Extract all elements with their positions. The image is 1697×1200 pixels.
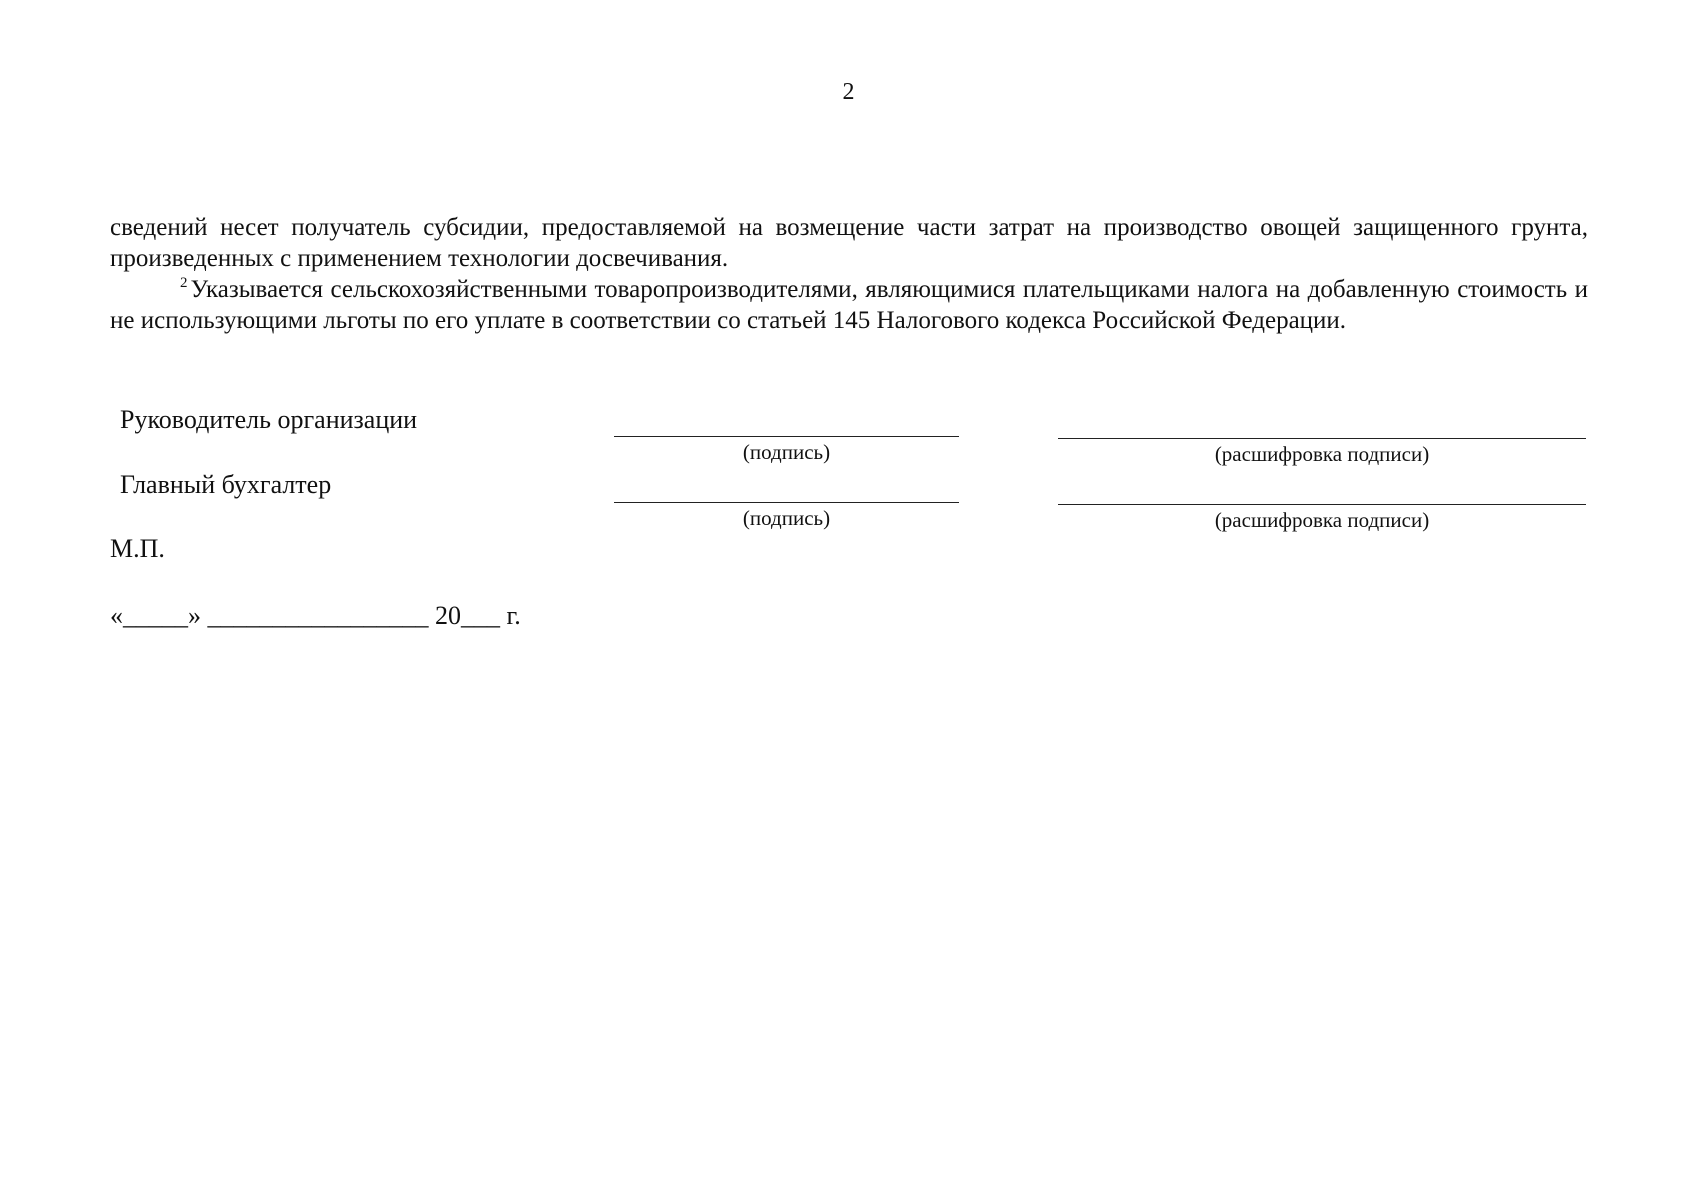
head-signature-caption: (подпись) — [742, 440, 831, 464]
footnote-2 — [110, 274, 1588, 336]
footnote-continuation: сведений несет получатель субсидии, предоставляемой на возмещение части затрат на производство овощей защищенного грунта, произведенных с применением технологии досвечивания. — [110, 214, 1588, 272]
head-label: Руководитель организации — [120, 405, 418, 434]
accountant-signature-line[interactable] — [614, 502, 959, 503]
head-name-caption: (расшифровка подписи) — [1214, 442, 1430, 466]
page-number: 2 — [842, 79, 855, 105]
footnotes — [110, 212, 1588, 336]
head-name-line[interactable] — [1058, 438, 1586, 439]
footnote-2-marker: 2 — [180, 275, 188, 291]
accountant-name-line[interactable] — [1058, 504, 1586, 505]
accountant-name-caption: (расшифровка подписи) — [1214, 508, 1430, 532]
date-line[interactable]: «_____» _________________ 20___ г. — [110, 601, 521, 630]
stamp-place: М.П. — [110, 534, 165, 563]
head-signature-line[interactable] — [614, 436, 959, 437]
footnote-2-text: Указывается сельскохозяйственными товаропроизводителями, являющимися плательщиками налога на добавленную стоимость и не использующими льготы по его уплате в соответствии со статьей 145 Налогового кодекса Российской Федерации. — [110, 276, 1588, 334]
accountant-label: Главный бухгалтер — [120, 470, 332, 499]
accountant-signature-caption: (подпись) — [742, 506, 831, 530]
